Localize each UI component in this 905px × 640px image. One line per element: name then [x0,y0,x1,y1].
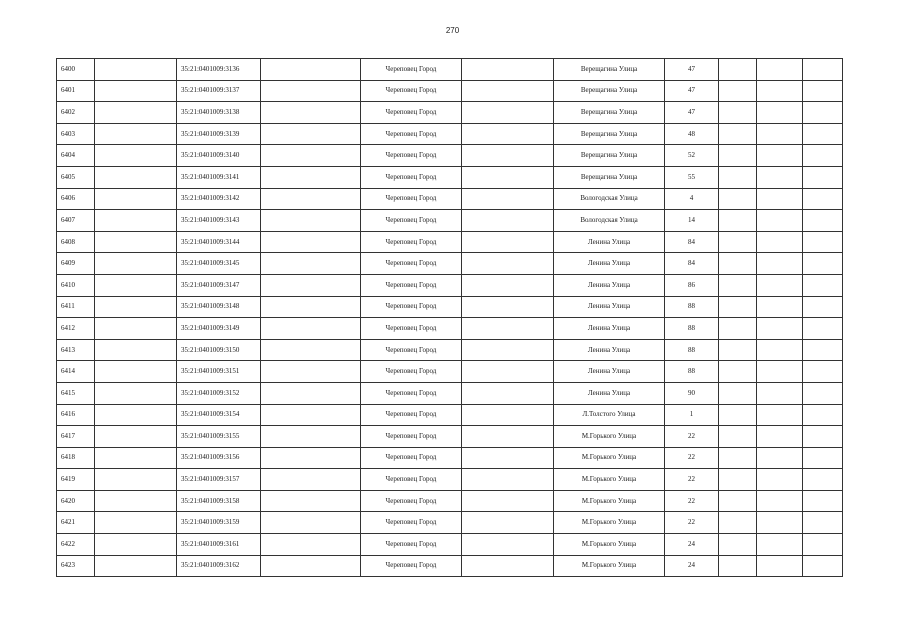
city-cell: Череповец Город [361,296,462,318]
row-number-cell: 6405 [57,166,95,188]
empty-cell [803,231,843,253]
empty-cell [803,382,843,404]
table-row [57,102,843,124]
empty-cell [803,253,843,275]
city-cell: Череповец Город [361,166,462,188]
table-row [57,426,843,448]
empty-cell [719,123,757,145]
empty-cell [261,253,361,275]
street-cell: Верещагина Улица [554,145,665,167]
house-number-cell: 24 [665,555,719,577]
empty-cell [757,188,803,210]
house-number-cell: 86 [665,274,719,296]
house-number-cell: 47 [665,59,719,81]
empty-cell [803,188,843,210]
table-row [57,231,843,253]
cadastral-number-cell: 35:21:0401009:3144 [177,231,261,253]
empty-cell [261,469,361,491]
house-number-cell: 14 [665,210,719,232]
house-number-cell: 55 [665,166,719,188]
table-row [57,80,843,102]
row-number-cell: 6413 [57,339,95,361]
empty-cell [95,534,177,556]
cadastral-number-cell: 35:21:0401009:3150 [177,339,261,361]
empty-cell [261,102,361,124]
house-number-cell: 88 [665,318,719,340]
house-number-cell: 84 [665,253,719,275]
row-number-cell: 6419 [57,469,95,491]
empty-cell [462,59,554,81]
empty-cell [261,490,361,512]
row-number-cell: 6422 [57,534,95,556]
empty-cell [261,361,361,383]
street-cell: Ленина Улица [554,318,665,340]
row-number-cell: 6411 [57,296,95,318]
empty-cell [757,80,803,102]
empty-cell [462,490,554,512]
empty-cell [95,512,177,534]
empty-cell [95,188,177,210]
city-cell: Череповец Город [361,361,462,383]
empty-cell [757,382,803,404]
street-cell: Ленина Улица [554,296,665,318]
empty-cell [757,318,803,340]
table-row [57,490,843,512]
street-cell: Вологодская Улица [554,188,665,210]
empty-cell [95,426,177,448]
empty-cell [462,318,554,340]
empty-cell [757,59,803,81]
house-number-cell: 47 [665,80,719,102]
cadastral-number-cell: 35:21:0401009:3145 [177,253,261,275]
row-number-cell: 6414 [57,361,95,383]
cadastral-number-cell: 35:21:0401009:3154 [177,404,261,426]
empty-cell [757,534,803,556]
empty-cell [261,123,361,145]
empty-cell [95,166,177,188]
empty-cell [462,426,554,448]
empty-cell [261,210,361,232]
row-number-cell: 6423 [57,555,95,577]
empty-cell [95,80,177,102]
empty-cell [462,102,554,124]
city-cell: Череповец Город [361,231,462,253]
table-row [57,145,843,167]
house-number-cell: 88 [665,296,719,318]
empty-cell [462,534,554,556]
table-row [57,296,843,318]
empty-cell [95,59,177,81]
empty-cell [803,555,843,577]
city-cell: Череповец Город [361,382,462,404]
street-cell: Верещагина Улица [554,123,665,145]
street-cell: М.Горького Улица [554,555,665,577]
city-cell: Череповец Город [361,102,462,124]
empty-cell [462,274,554,296]
empty-cell [719,404,757,426]
empty-cell [803,534,843,556]
empty-cell [462,404,554,426]
cadastral-number-cell: 35:21:0401009:3159 [177,512,261,534]
empty-cell [261,404,361,426]
empty-cell [462,555,554,577]
cadastral-number-cell: 35:21:0401009:3148 [177,296,261,318]
empty-cell [462,253,554,275]
empty-cell [462,145,554,167]
empty-cell [462,231,554,253]
empty-cell [757,123,803,145]
cadastral-number-cell: 35:21:0401009:3137 [177,80,261,102]
city-cell: Череповец Город [361,274,462,296]
cadastral-number-cell: 35:21:0401009:3155 [177,426,261,448]
empty-cell [719,447,757,469]
empty-cell [757,145,803,167]
empty-cell [719,102,757,124]
cadastral-number-cell: 35:21:0401009:3143 [177,210,261,232]
city-cell: Череповец Город [361,404,462,426]
city-cell: Череповец Город [361,447,462,469]
row-number-cell: 6420 [57,490,95,512]
cadastral-number-cell: 35:21:0401009:3158 [177,490,261,512]
street-cell: М.Горького Улица [554,469,665,491]
empty-cell [95,145,177,167]
city-cell: Череповец Город [361,555,462,577]
empty-cell [462,447,554,469]
empty-cell [803,469,843,491]
table-row [57,188,843,210]
empty-cell [719,555,757,577]
empty-cell [95,447,177,469]
empty-cell [462,188,554,210]
empty-cell [803,59,843,81]
table-row [57,339,843,361]
empty-cell [95,123,177,145]
empty-cell [95,296,177,318]
city-cell: Череповец Город [361,426,462,448]
empty-cell [261,166,361,188]
empty-cell [719,210,757,232]
city-cell: Череповец Город [361,490,462,512]
street-cell: М.Горького Улица [554,447,665,469]
empty-cell [757,404,803,426]
city-cell: Череповец Город [361,469,462,491]
empty-cell [757,231,803,253]
registry-table [56,58,843,577]
house-number-cell: 24 [665,534,719,556]
house-number-cell: 88 [665,361,719,383]
empty-cell [462,382,554,404]
empty-cell [261,145,361,167]
empty-cell [803,426,843,448]
empty-cell [719,361,757,383]
house-number-cell: 84 [665,231,719,253]
empty-cell [261,296,361,318]
house-number-cell: 22 [665,490,719,512]
table-row [57,253,843,275]
street-cell: Ленина Улица [554,253,665,275]
empty-cell [757,447,803,469]
house-number-cell: 48 [665,123,719,145]
empty-cell [757,469,803,491]
empty-cell [803,274,843,296]
empty-cell [757,361,803,383]
house-number-cell: 22 [665,469,719,491]
cadastral-number-cell: 35:21:0401009:3151 [177,361,261,383]
empty-cell [95,231,177,253]
cadastral-number-cell: 35:21:0401009:3139 [177,123,261,145]
street-cell: М.Горького Улица [554,534,665,556]
city-cell: Череповец Город [361,512,462,534]
empty-cell [757,210,803,232]
row-number-cell: 6421 [57,512,95,534]
cadastral-number-cell: 35:21:0401009:3162 [177,555,261,577]
street-cell: М.Горького Улица [554,426,665,448]
table-row [57,361,843,383]
street-cell: Верещагина Улица [554,59,665,81]
row-number-cell: 6404 [57,145,95,167]
row-number-cell: 6401 [57,80,95,102]
empty-cell [719,166,757,188]
empty-cell [95,339,177,361]
empty-cell [719,469,757,491]
cadastral-number-cell: 35:21:0401009:3138 [177,102,261,124]
empty-cell [719,145,757,167]
empty-cell [803,102,843,124]
house-number-cell: 22 [665,512,719,534]
cadastral-number-cell: 35:21:0401009:3142 [177,188,261,210]
row-number-cell: 6412 [57,318,95,340]
street-cell: Ленина Улица [554,274,665,296]
table-row [57,318,843,340]
city-cell: Череповец Город [361,123,462,145]
empty-cell [803,318,843,340]
page-number: 270 [445,26,460,35]
empty-cell [803,166,843,188]
row-number-cell: 6418 [57,447,95,469]
house-number-cell: 88 [665,339,719,361]
row-number-cell: 6415 [57,382,95,404]
city-cell: Череповец Город [361,534,462,556]
empty-cell [757,296,803,318]
city-cell: Череповец Город [361,59,462,81]
empty-cell [462,80,554,102]
empty-cell [757,512,803,534]
empty-cell [719,296,757,318]
city-cell: Череповец Город [361,145,462,167]
empty-cell [757,555,803,577]
empty-cell [803,210,843,232]
registry-table-body [57,59,843,577]
city-cell: Череповец Город [361,80,462,102]
empty-cell [719,318,757,340]
row-number-cell: 6410 [57,274,95,296]
empty-cell [95,469,177,491]
empty-cell [261,447,361,469]
row-number-cell: 6402 [57,102,95,124]
house-number-cell: 90 [665,382,719,404]
row-number-cell: 6416 [57,404,95,426]
empty-cell [95,210,177,232]
empty-cell [803,404,843,426]
cadastral-number-cell: 35:21:0401009:3141 [177,166,261,188]
empty-cell [95,490,177,512]
empty-cell [261,339,361,361]
house-number-cell: 1 [665,404,719,426]
empty-cell [803,123,843,145]
empty-cell [719,490,757,512]
street-cell: Ленина Улица [554,231,665,253]
table-row [57,512,843,534]
empty-cell [719,188,757,210]
empty-cell [719,59,757,81]
cadastral-number-cell: 35:21:0401009:3152 [177,382,261,404]
empty-cell [462,339,554,361]
empty-cell [261,80,361,102]
empty-cell [757,274,803,296]
empty-cell [95,404,177,426]
table-row [57,123,843,145]
empty-cell [462,469,554,491]
empty-cell [462,296,554,318]
cadastral-number-cell: 35:21:0401009:3136 [177,59,261,81]
empty-cell [803,296,843,318]
street-cell: Ленина Улица [554,382,665,404]
empty-cell [462,166,554,188]
empty-cell [803,80,843,102]
street-cell: Верещагина Улица [554,166,665,188]
empty-cell [462,512,554,534]
empty-cell [719,231,757,253]
empty-cell [261,274,361,296]
empty-cell [719,80,757,102]
empty-cell [95,382,177,404]
empty-cell [803,145,843,167]
table-row [57,210,843,232]
city-cell: Череповец Город [361,253,462,275]
empty-cell [803,339,843,361]
cadastral-number-cell: 35:21:0401009:3161 [177,534,261,556]
empty-cell [803,447,843,469]
street-cell: Л.Толстого Улица [554,404,665,426]
row-number-cell: 6403 [57,123,95,145]
empty-cell [757,426,803,448]
empty-cell [719,426,757,448]
empty-cell [261,59,361,81]
street-cell: Вологодская Улица [554,210,665,232]
empty-cell [757,253,803,275]
street-cell: Ленина Улица [554,361,665,383]
city-cell: Череповец Город [361,318,462,340]
empty-cell [261,382,361,404]
row-number-cell: 6400 [57,59,95,81]
street-cell: М.Горького Улица [554,490,665,512]
table-row [57,166,843,188]
empty-cell [719,534,757,556]
cadastral-number-cell: 35:21:0401009:3156 [177,447,261,469]
empty-cell [95,318,177,340]
row-number-cell: 6409 [57,253,95,275]
street-cell: М.Горького Улица [554,512,665,534]
empty-cell [95,274,177,296]
table-row [57,274,843,296]
table-row [57,555,843,577]
empty-cell [261,555,361,577]
table-row [57,534,843,556]
empty-cell [261,231,361,253]
house-number-cell: 22 [665,447,719,469]
empty-cell [95,555,177,577]
row-number-cell: 6406 [57,188,95,210]
empty-cell [261,512,361,534]
empty-cell [261,426,361,448]
empty-cell [719,253,757,275]
house-number-cell: 47 [665,102,719,124]
street-cell: Верещагина Улица [554,102,665,124]
table-row [57,382,843,404]
empty-cell [757,166,803,188]
empty-cell [719,274,757,296]
house-number-cell: 4 [665,188,719,210]
empty-cell [803,512,843,534]
empty-cell [719,339,757,361]
empty-cell [462,361,554,383]
empty-cell [803,361,843,383]
empty-cell [757,339,803,361]
empty-cell [757,102,803,124]
city-cell: Череповец Город [361,339,462,361]
empty-cell [261,318,361,340]
cadastral-number-cell: 35:21:0401009:3147 [177,274,261,296]
city-cell: Череповец Город [361,210,462,232]
empty-cell [261,534,361,556]
table-row [57,469,843,491]
street-cell: Верещагина Улица [554,80,665,102]
cadastral-number-cell: 35:21:0401009:3149 [177,318,261,340]
empty-cell [95,253,177,275]
row-number-cell: 6408 [57,231,95,253]
row-number-cell: 6407 [57,210,95,232]
city-cell: Череповец Город [361,188,462,210]
empty-cell [719,512,757,534]
house-number-cell: 52 [665,145,719,167]
empty-cell [95,361,177,383]
empty-cell [462,210,554,232]
cadastral-number-cell: 35:21:0401009:3157 [177,469,261,491]
table-row [57,404,843,426]
empty-cell [803,490,843,512]
table-row [57,447,843,469]
street-cell: Ленина Улица [554,339,665,361]
row-number-cell: 6417 [57,426,95,448]
empty-cell [757,490,803,512]
empty-cell [261,188,361,210]
empty-cell [462,123,554,145]
empty-cell [95,102,177,124]
cadastral-number-cell: 35:21:0401009:3140 [177,145,261,167]
table-row [57,59,843,81]
house-number-cell: 22 [665,426,719,448]
empty-cell [719,382,757,404]
